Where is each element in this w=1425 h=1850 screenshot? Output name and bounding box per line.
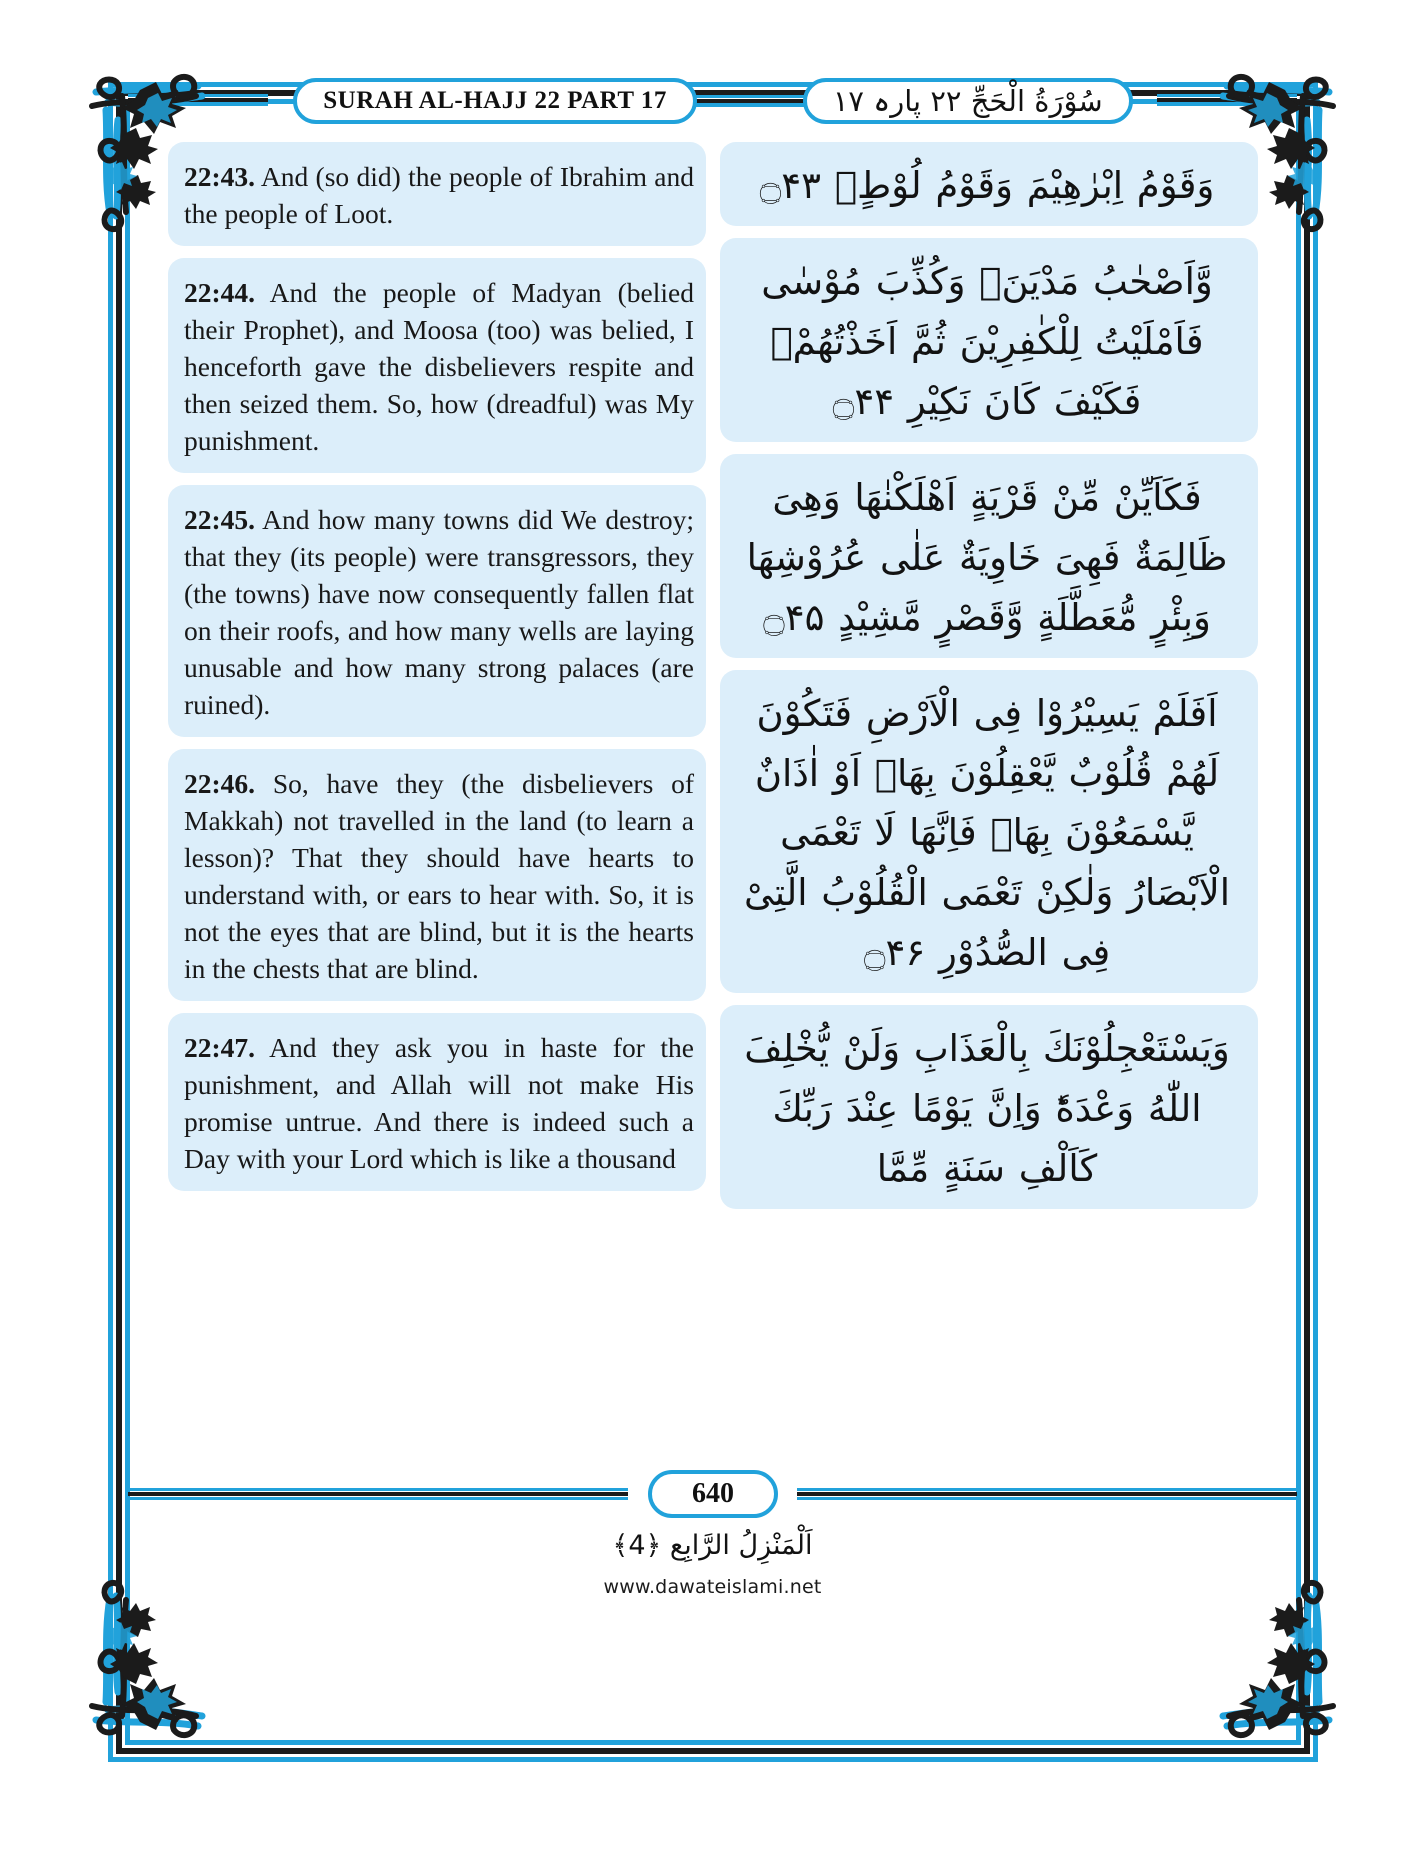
verse-block-22-45-ar <box>720 454 1258 658</box>
verse-block-22-47-en <box>168 1013 706 1191</box>
website-url: www.dawateislami.net <box>603 1576 822 1598</box>
verse-text-en <box>184 501 694 723</box>
verse-body: And (so did) the people of Ibrahim and the people of Loot. <box>184 161 694 229</box>
verse-block-22-43-en <box>168 142 706 246</box>
verse-number: 22:46. <box>184 768 256 799</box>
verse-body: And the people of Madyan (belied their Prophet), and Moosa (too) was belied, I henceforth gave the disbelievers respite and then seized them. So, how (dreadful) was My punishment. <box>184 277 694 456</box>
verse-block-22-46-ar <box>720 670 1258 994</box>
verse-block-22-47-ar <box>720 1005 1258 1209</box>
verse-block-22-46-en <box>168 749 706 1001</box>
arabic-column <box>720 142 1258 1432</box>
verse-block-22-45-en <box>168 485 706 737</box>
verse-number: 22:47. <box>184 1032 256 1063</box>
manzil-label-row <box>0 1530 1425 1561</box>
verse-number: 22:45. <box>184 504 256 535</box>
verse-text-ar: وَقَوْمُ اِبْرٰهِیْمَ وَقَوْمُ لُوْطٍۙ ۝۴۳ <box>759 164 1215 207</box>
verse-text-en <box>184 1029 694 1177</box>
manzil-label: اَلْمَنْزِلُ الرَّابِع ﴿4﴾ <box>612 1530 813 1561</box>
header-surah-title-arabic-pill <box>803 78 1133 124</box>
verse-block-22-44-en <box>168 258 706 473</box>
header-surah-title-pill <box>293 78 697 124</box>
verse-text-en <box>184 158 694 232</box>
verse-text-ar: فَكَاَیِّنْ مِّنْ قَرْیَةٍ اَهْلَكْنٰهَا وَهِیَ ظَالِمَةٌ فَهِیَ خَاوِیَةٌ عَلٰى عُرُوْشِهَا وَبِئْرٍ مُّعَطَّلَةٍ وَّقَصْرٍ مَّشِیْدٍ ۝۴۵ <box>746 475 1228 639</box>
verse-block-22-43-ar <box>720 142 1258 226</box>
verse-body: And how many towns did We destroy; that they (its people) were transgressors, they (the towns) have now consequently fallen flat on their roofs, and how many wells are laying unusable and how many strong palaces (are ruined). <box>184 504 695 720</box>
verse-number: 22:43. <box>184 161 256 192</box>
page-header <box>98 76 1328 126</box>
verse-text-en <box>184 274 694 459</box>
verse-text-ar: وَّاَصْحٰبُ مَدْیَنَۚ وَكُذِّبَ مُوْسٰى فَاَمْلَیْتُ لِلْكٰفِرِیْنَ ثُمَّ اَخَذْتُهُمْۚ فَكَیْفَ كَانَ نَكِیْرِ ۝۴۴ <box>761 259 1213 423</box>
header-connector-rule <box>697 95 803 107</box>
verse-text-ar: وَیَسْتَعْجِلُوْنَكَ بِالْعَذَابِ وَلَنْ یُّخْلِفَ اللّٰهُ وَعْدَهٗؕ وَاِنَّ یَوْمًا عِنْدَ رَبِّكَ كَاَلْفِ سَنَةٍ مِّمَّا <box>744 1027 1230 1191</box>
verse-block-22-44-ar <box>720 238 1258 442</box>
verse-text-ar: اَفَلَمْ یَسِیْرُوْا فِی الْاَرْضِ فَتَكُوْنَ لَهُمْ قُلُوْبٌ یَّعْقِلُوْنَ بِهَاۤ اَوْ اٰذَانٌ یَّسْمَعُوْنَ بِهَاۚ فَاِنَّهَا لَا تَعْمَى الْاَبْصَارُ وَلٰكِنْ تَعْمَى الْقُلُوْبُ الَّتِیْ فِی الصُّدُوْرِ ۝۴۶ <box>743 691 1231 975</box>
page-number: 640 <box>692 1478 734 1509</box>
verse-text-en <box>184 765 694 987</box>
page-footer <box>98 1468 1328 1520</box>
verse-body: And they ask you in haste for the punishment, and Allah will not make His promise untrue. And there is indeed such a Day with your Lord which is like a thousand <box>184 1032 695 1174</box>
verse-number: 22:44. <box>184 277 256 308</box>
verse-columns <box>168 142 1258 1432</box>
header-surah-title-ar: سُوْرَةُ الْحَجِّ ٢٢ پارہ ١٧ <box>832 83 1103 118</box>
page-number-pill <box>648 1470 778 1518</box>
translation-column <box>168 142 706 1432</box>
verse-body: So, have they (the disbelievers of Makkah) not travelled in the land (to learn a lesson)? That they should have hearts to understand with, or ears to hear with. So, it is not the eyes that are blind, but it is the hearts in the chests that are blind. <box>184 768 694 984</box>
header-surah-title-en: SURAH AL-HAJJ 22 PART 17 <box>323 87 667 114</box>
